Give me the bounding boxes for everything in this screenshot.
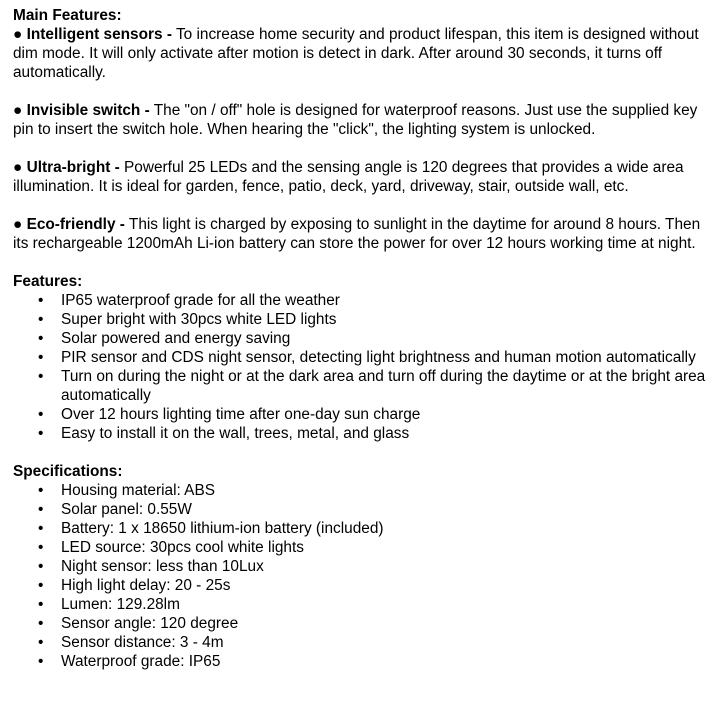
main-feature-ultra-bright: [13, 158, 718, 196]
list-item: • LED source: 30pcs cool white lights: [38, 539, 304, 556]
specifications-list: [13, 481, 718, 671]
bullet-dot: ●: [13, 159, 23, 176]
feature-lead: Invisible switch -: [26, 102, 150, 119]
main-features-heading: Main Features:: [13, 7, 122, 24]
bullet-dot: •: [38, 653, 44, 670]
list-item: • Waterproof grade: IP65: [38, 653, 221, 670]
list-item: • Battery: 1 x 18650 lithium-ion battery (included): [38, 520, 384, 537]
list-item: • Super bright with 30pcs white LED lights: [38, 311, 337, 328]
list-item: • High light delay: 20 - 25s: [38, 577, 231, 594]
bullet-dot: •: [38, 349, 44, 366]
list-item: • Turn on during the night or at the dark area and turn off during the daytime or at the bright area automatically: [38, 368, 706, 404]
list-item: • Easy to install it on the wall, trees, metal, and glass: [38, 425, 410, 442]
bullet-dot: •: [38, 292, 44, 309]
main-feature-invisible-switch: [13, 101, 718, 139]
bullet-dot: •: [38, 539, 44, 556]
bullet-dot: •: [38, 311, 44, 328]
bullet-dot: •: [38, 406, 44, 423]
feature-lead: Ultra-bright -: [26, 159, 120, 176]
bullet-dot: •: [38, 425, 44, 442]
list-item: • PIR sensor and CDS night sensor, detecting light brightness and human motion automatically: [38, 349, 696, 366]
bullet-dot: •: [38, 615, 44, 632]
bullet-dot: •: [38, 501, 44, 518]
list-item: • Lumen: 129.28lm: [38, 596, 180, 613]
bullet-dot: •: [38, 558, 44, 575]
bullet-dot: •: [38, 482, 44, 499]
bullet-dot: •: [38, 634, 44, 651]
list-item: • Sensor angle: 120 degree: [38, 615, 239, 632]
list-item: • IP65 waterproof grade for all the weather: [38, 292, 340, 309]
feature-text: This light is charged by exposing to sunlight in the daytime for around 8 hours. Then its rechargeable 1200mAh Li-ion battery can store the power for over 12 hours working time at night.: [13, 216, 701, 252]
list-item: • Solar panel: 0.55W: [38, 501, 192, 518]
feature-text: To increase home security and product lifespan, this item is designed without dim mode. It will only activate after motion is detect in dark. After around 30 seconds, it turns off automatically.: [13, 26, 699, 81]
feature-lead: Intelligent sensors -: [26, 26, 172, 43]
main-feature-intelligent-sensors: [13, 25, 718, 82]
list-item: • Sensor distance: 3 - 4m: [38, 634, 224, 651]
features-heading: Features:: [13, 273, 83, 290]
list-item: • Housing material: ABS: [38, 482, 215, 499]
feature-text: Powerful 25 LEDs and the sensing angle is 120 degrees that provides a wide area illumination. It is ideal for garden, fence, patio, deck, yard, driveway, stair, outside wall, etc.: [13, 159, 684, 195]
bullet-dot: •: [38, 330, 44, 347]
list-item: • Over 12 hours lighting time after one-day sun charge: [38, 406, 421, 423]
feature-lead: Eco-friendly -: [26, 216, 125, 233]
features-list: [13, 291, 718, 443]
bullet-dot: •: [38, 520, 44, 537]
list-item: • Solar powered and energy saving: [38, 330, 291, 347]
bullet-dot: ●: [13, 26, 23, 43]
bullet-dot: •: [38, 577, 44, 594]
bullet-dot: ●: [13, 102, 23, 119]
bullet-dot: ●: [13, 216, 23, 233]
bullet-dot: •: [38, 368, 44, 385]
list-item: • Night sensor: less than 10Lux: [38, 558, 264, 575]
bullet-dot: •: [38, 596, 44, 613]
specifications-heading: Specifications:: [13, 463, 123, 480]
main-feature-eco-friendly: [13, 215, 718, 253]
feature-text: The "on / off" hole is designed for waterproof reasons. Just use the supplied key pin to insert the switch hole. When hearing the "click", the lighting system is unlocked.: [13, 102, 698, 138]
